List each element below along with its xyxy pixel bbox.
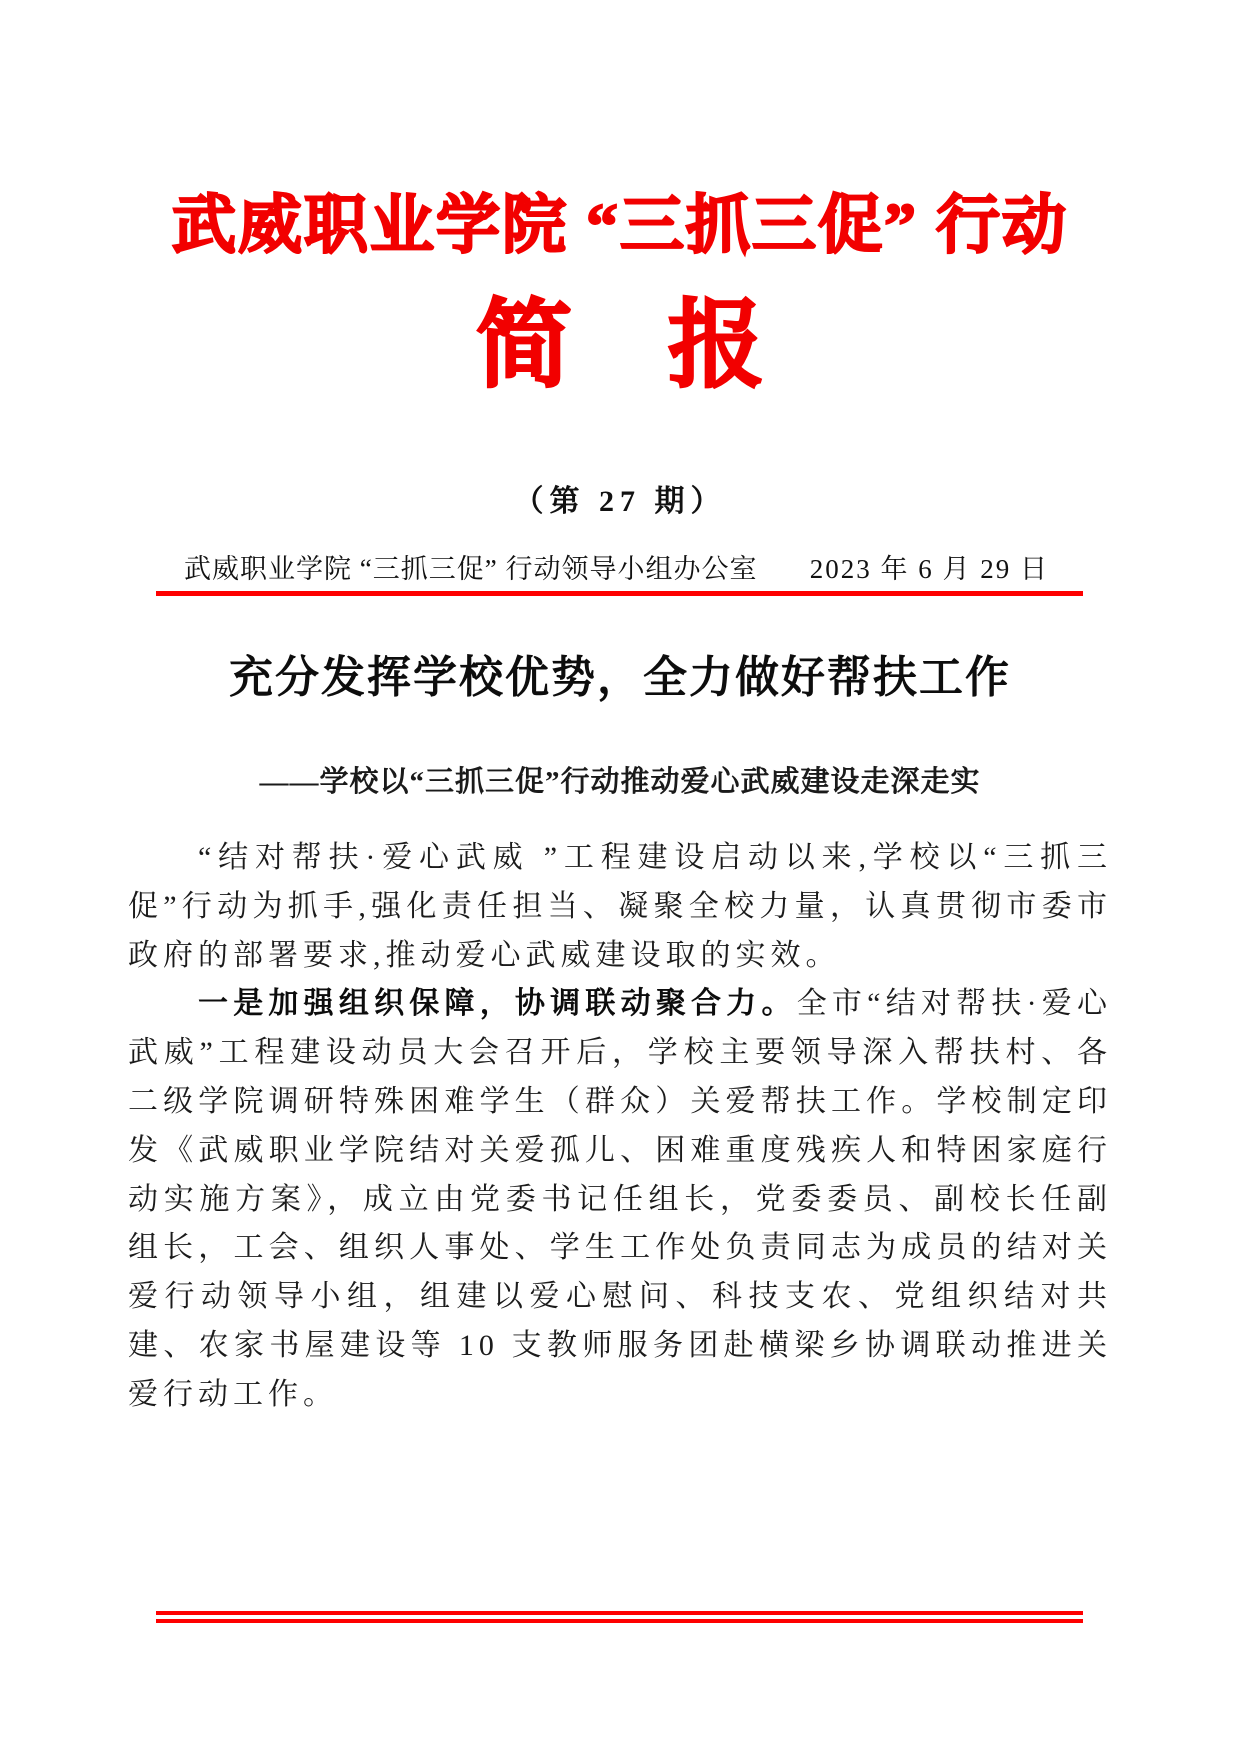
article-title: 充分发挥学校优势，全力做好帮扶工作	[229, 653, 1011, 702]
paragraph-2	[128, 980, 1112, 1419]
paragraph-2-text: 全市“结对帮扶·爱心武威”工程建设动员大会召开后，学校主要领导深入帮扶村、各二级学院调研特殊困难学生（群众）关爱帮扶工作。学校制定印发《武威职业学院结对关爱孤儿、困难重度残疾人和特困家庭行动实施方案》，成立由党委书记任组长，党委委员、副校长任副组长，工会、组织人事处、学生工作处负责同志为成员的结对关爱行动领导小组，组建以爱心慰问、科技支农、党组织结对共建、农家书屋建设等 10 支教师服务团赴横梁乡协调联动推进关爱行动工作。	[128, 987, 1112, 1411]
masthead-title: 武威职业学院 “三抓三促” 行动	[172, 190, 1068, 261]
masthead-bulletin-name: 简 报	[476, 292, 764, 399]
paragraph-1	[128, 834, 1112, 980]
office-row	[156, 550, 1083, 588]
footer-rule-top	[156, 1611, 1083, 1615]
issuing-office: 武威职业学院 “三抓三促” 行动领导小组办公室	[184, 554, 758, 584]
paragraph-2-lead: 一是加强组织保障，协调联动聚合力。	[198, 987, 797, 1021]
footer-double-rule	[156, 1611, 1083, 1623]
header-red-rule	[156, 591, 1083, 596]
issue-number: （第 27 期）	[513, 485, 727, 518]
issue-date: 2023 年 6 月 29 日	[809, 554, 1049, 584]
article-body	[128, 834, 1112, 1420]
paragraph-1-text: “结对帮扶·爱心武威 ”工程建设启动以来,学校以“三抓三促”行动为抓手,强化责任担当、凝聚全校力量，认真贯彻市委市政府的部署要求,推动爱心武威建设取的实效。	[128, 841, 1112, 972]
article-subtitle: ——学校以“三抓三促”行动推动爱心武威建设走深走实	[259, 766, 981, 798]
footer-rule-bottom	[156, 1619, 1083, 1623]
